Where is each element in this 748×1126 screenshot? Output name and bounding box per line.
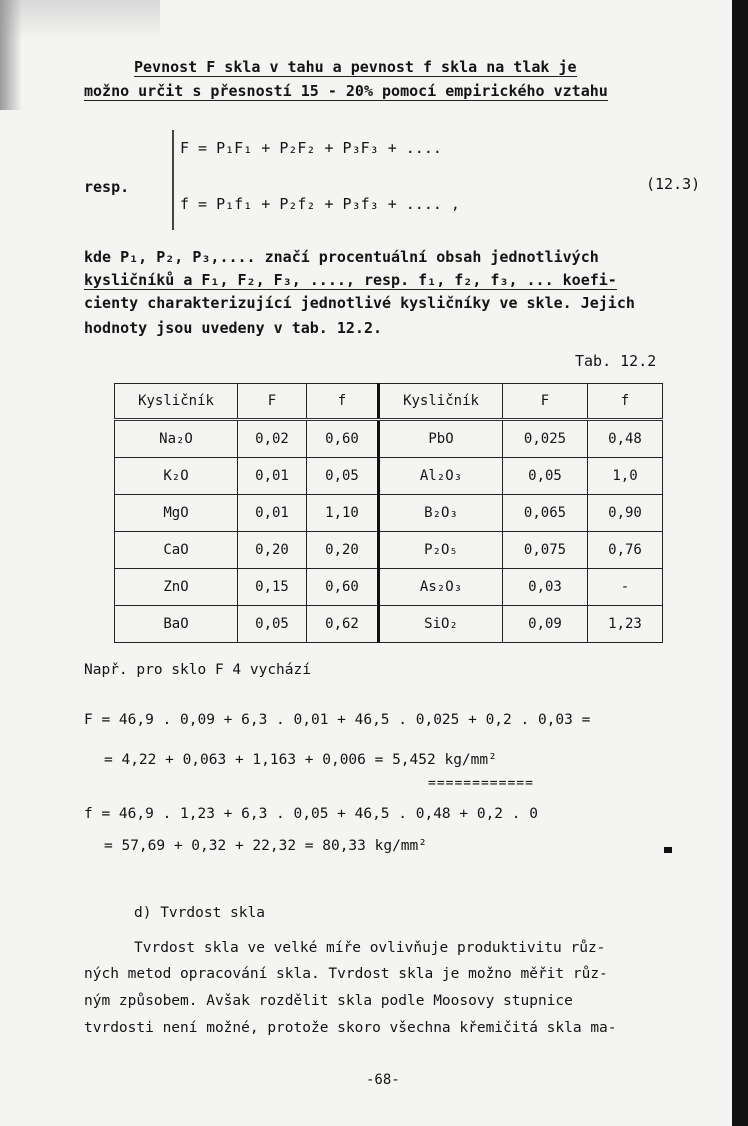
formula-bracket: [172, 130, 174, 230]
header-oxide-1: Kysličník: [115, 384, 238, 420]
explanation-line-3: cienty charakterizující jednotlivé kysličníky ve skle. Jejich: [84, 294, 635, 312]
explanation-line-1: kde P₁, P₂, P₃,.... značí procentuální obsah jednotlivých: [84, 248, 599, 266]
section-para-line-4: tvrdosti není možné, protože skoro všechna křemičitá skla ma-: [84, 1020, 617, 1036]
cell-F: 0,05: [503, 458, 588, 495]
cell-oxide: B₂O₃: [379, 495, 503, 532]
header-f-1: f: [307, 384, 379, 420]
cell-F: 0,075: [503, 532, 588, 569]
cell-F: 0,065: [503, 495, 588, 532]
explanation-line-4: hodnoty jsou uvedeny v tab. 12.2.: [84, 319, 383, 337]
cell-oxide: BaO: [115, 606, 238, 643]
cell-F: 0,025: [503, 420, 588, 458]
table-caption: Tab. 12.2: [575, 352, 657, 370]
cell-F: 0,20: [238, 532, 307, 569]
section-heading: d) Tvrdost skla: [134, 905, 265, 921]
cell-oxide: CaO: [115, 532, 238, 569]
cell-f: 0,20: [307, 532, 379, 569]
example-f-line-1: f = 46,9 . 1,23 + 6,3 . 0,05 + 46,5 . 0,48 + 0,2 . 0: [84, 806, 538, 822]
section-para-line-1: Tvrdost skla ve velké míře ovlivňuje produktivitu růz-: [134, 940, 606, 956]
table-row: [115, 458, 663, 495]
cell-F: 0,09: [503, 606, 588, 643]
formula-f: f = P₁f₁ + P₂f₂ + P₃f₃ + .... ,: [180, 195, 460, 213]
intro-line-2: možno určit s přesností 15 - 20% pomocí empirického vztahu: [84, 82, 608, 100]
scan-shadow-left: [0, 0, 22, 110]
cell-f: 0,60: [307, 569, 379, 606]
cell-f: 0,62: [307, 606, 379, 643]
cell-f: 1,23: [588, 606, 663, 643]
cell-f: 1,0: [588, 458, 663, 495]
page-number: -68-: [366, 1072, 400, 1088]
ink-blot: [664, 847, 672, 853]
cell-oxide: Na₂O: [115, 420, 238, 458]
cell-oxide: SiO₂: [379, 606, 503, 643]
example-F-line-1: F = 46,9 . 0,09 + 6,3 . 0,01 + 46,5 . 0,025 + 0,2 . 0,03 =: [84, 712, 591, 728]
cell-F: 0,03: [503, 569, 588, 606]
cell-F: 0,02: [238, 420, 307, 458]
table-row: [115, 532, 663, 569]
cell-oxide: K₂O: [115, 458, 238, 495]
example-F-line-2: = 4,22 + 0,063 + 1,163 + 0,006 = 5,452 kg/mm²: [104, 752, 497, 768]
header-f-2: f: [588, 384, 663, 420]
intro-line-1: Pevnost F skla v tahu a pevnost f skla na tlak je: [134, 58, 577, 76]
cell-f: 0,90: [588, 495, 663, 532]
formula-F: F = P₁F₁ + P₂F₂ + P₃F₃ + ....: [180, 139, 442, 157]
cell-oxide: P₂O₅: [379, 532, 503, 569]
equation-number: (12.3): [646, 175, 701, 193]
section-para-line-3: ným způsobem. Avšak rozdělit skla podle Moosovy stupnice: [84, 993, 573, 1009]
cell-f: 0,05: [307, 458, 379, 495]
cell-oxide: ZnO: [115, 569, 238, 606]
resp-label: resp.: [84, 178, 130, 196]
cell-F: 0,01: [238, 458, 307, 495]
section-para-line-2: ných metod opracování skla. Tvrdost skla je možno měřit růz-: [84, 966, 608, 982]
header-F-1: F: [238, 384, 307, 420]
example-f-line-2: = 57,69 + 0,32 + 22,32 = 80,33 kg/mm²: [104, 838, 428, 854]
cell-f: 0,76: [588, 532, 663, 569]
table-row: [115, 569, 663, 606]
table-row: [115, 606, 663, 643]
header-F-2: F: [503, 384, 588, 420]
cell-oxide: PbO: [379, 420, 503, 458]
cell-F: 0,05: [238, 606, 307, 643]
oxide-coefficient-table: [114, 383, 663, 643]
cell-F: 0,15: [238, 569, 307, 606]
table-row: [115, 495, 663, 532]
table-row: [115, 420, 663, 458]
cell-oxide: MgO: [115, 495, 238, 532]
cell-f: 0,48: [588, 420, 663, 458]
scan-shadow-top: [0, 0, 160, 40]
scan-edge-right: [732, 0, 748, 1126]
cell-f: 0,60: [307, 420, 379, 458]
cell-f: 1,10: [307, 495, 379, 532]
header-oxide-2: Kysličník: [379, 384, 503, 420]
cell-oxide: As₂O₃: [379, 569, 503, 606]
cell-F: 0,01: [238, 495, 307, 532]
cell-oxide: Al₂O₃: [379, 458, 503, 495]
explanation-line-2: kysličníků a F₁, F₂, F₃, ...., resp. f₁, f₂, f₃, ... koefi-: [84, 271, 617, 289]
table-header-row: [115, 384, 663, 420]
result-double-underline: ============: [428, 776, 534, 791]
cell-f: -: [588, 569, 663, 606]
example-intro: Např. pro sklo F 4 vychází: [84, 662, 311, 678]
